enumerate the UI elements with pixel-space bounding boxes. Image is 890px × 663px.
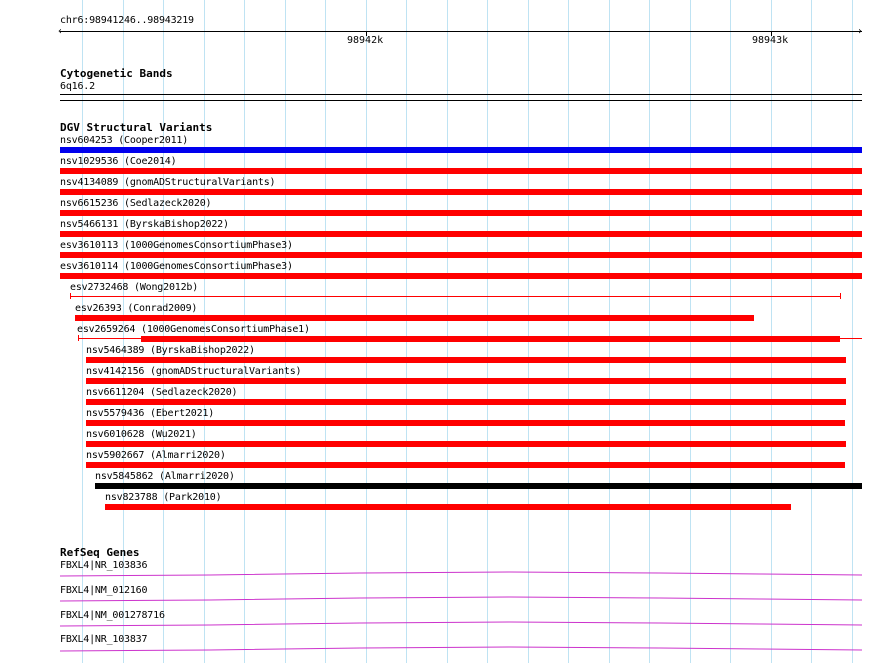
variant-bar[interactable] xyxy=(60,252,862,258)
variant-bar[interactable] xyxy=(60,189,862,195)
variant-label[interactable]: esv3610113 (1000GenomesConsortiumPhase3) xyxy=(60,240,293,251)
cytoband-track-title[interactable]: Cytogenetic Bands xyxy=(60,67,173,80)
gene-label[interactable]: FBXL4|NM_001278716 xyxy=(60,610,165,621)
gene-model[interactable] xyxy=(60,644,862,656)
gene-label[interactable]: FBXL4|NR_103837 xyxy=(60,634,148,645)
variant-label[interactable]: nsv5845862 (Almarri2020) xyxy=(95,471,235,482)
variant-label[interactable]: esv3610114 (1000GenomesConsortiumPhase3) xyxy=(60,261,293,272)
variant-bar[interactable] xyxy=(60,168,862,174)
variant-label[interactable]: nsv4134089 (gnomADStructuralVariants) xyxy=(60,177,276,188)
gene-label[interactable]: FBXL4|NM_012160 xyxy=(60,585,148,596)
variant-bar[interactable] xyxy=(105,504,791,510)
cytoband-label[interactable]: 6q16.2 xyxy=(60,81,95,92)
variant-label[interactable]: esv26393 (Conrad2009) xyxy=(75,303,198,314)
ruler-right-arrow-icon: › xyxy=(857,26,863,37)
variant-label[interactable]: esv2659264 (1000GenomesConsortiumPhase1) xyxy=(77,324,310,335)
variant-start-tick xyxy=(78,335,79,341)
variant-label[interactable]: nsv6611204 (Sedlazeck2020) xyxy=(86,387,238,398)
variant-bar[interactable] xyxy=(70,296,841,297)
variant-label[interactable]: nsv4142156 (gnomADStructuralVariants) xyxy=(86,366,302,377)
variant-label[interactable]: nsv5579436 (Ebert2021) xyxy=(86,408,215,419)
variant-label[interactable]: nsv6010628 (Wu2021) xyxy=(86,429,197,440)
variant-start-tick xyxy=(70,293,71,299)
variant-label[interactable]: nsv1029536 (Coe2014) xyxy=(60,156,177,167)
variant-bar[interactable] xyxy=(60,147,862,153)
variant-bar[interactable] xyxy=(86,399,846,405)
refseq-track-title[interactable]: RefSeq Genes xyxy=(60,546,140,559)
gene-label[interactable]: FBXL4|NR_103836 xyxy=(60,560,148,571)
variant-bar[interactable] xyxy=(86,420,845,426)
variant-bar[interactable] xyxy=(75,315,754,321)
variant-bar[interactable] xyxy=(86,378,846,384)
variant-bar[interactable] xyxy=(60,273,862,279)
region-coordinates: chr6:98941246..98943219 xyxy=(60,15,194,26)
ruler-label-98942k: 98942k xyxy=(347,35,384,46)
variant-bar[interactable] xyxy=(86,357,846,363)
variant-bar[interactable] xyxy=(86,462,845,468)
variant-label[interactable]: nsv5902667 (Almarri2020) xyxy=(86,450,226,461)
ruler-left-arrow-icon: ‹ xyxy=(57,26,63,37)
dgv-track-title[interactable]: DGV Structural Variants xyxy=(60,121,213,134)
variant-label[interactable]: nsv5464389 (ByrskaBishop2022) xyxy=(86,345,255,356)
gene-model[interactable] xyxy=(60,569,862,581)
variant-bar[interactable] xyxy=(60,231,862,237)
cytoband-bottom-line xyxy=(60,100,862,101)
variant-label[interactable]: nsv823788 (Park2010) xyxy=(105,492,222,503)
variant-bar[interactable] xyxy=(141,336,840,342)
ruler-axis xyxy=(60,31,862,32)
variant-bar[interactable] xyxy=(95,483,862,489)
ruler-label-98943k: 98943k xyxy=(752,35,789,46)
variant-end-tick xyxy=(840,293,841,299)
gene-model[interactable] xyxy=(60,619,862,631)
variant-bar[interactable] xyxy=(60,210,862,216)
gene-model[interactable] xyxy=(60,594,862,606)
variant-bar[interactable] xyxy=(86,441,846,447)
variant-label[interactable]: nsv5466131 (ByrskaBishop2022) xyxy=(60,219,229,230)
cytoband-top-line xyxy=(60,94,862,95)
variant-label[interactable]: nsv604253 (Cooper2011) xyxy=(60,135,189,146)
variant-label[interactable]: esv2732468 (Wong2012b) xyxy=(70,282,199,293)
variant-label[interactable]: nsv6615236 (Sedlazeck2020) xyxy=(60,198,212,209)
